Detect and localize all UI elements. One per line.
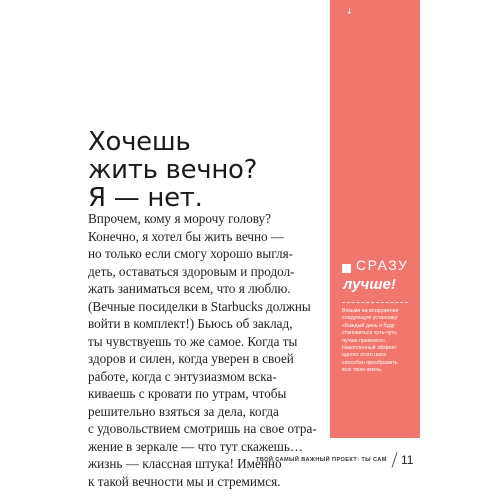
body-line: ты чувствуешь то же самое. Когда ты [88,333,298,349]
note-line: Возьми на вооружение [342,308,399,314]
note-line: лучше прежнего». [342,337,387,344]
body-line: Впрочем, кому я морочу голову? [88,211,272,226]
note-line: Накопленный эффект [342,345,397,352]
body-line: с удовольствием смотришь на свое отра- [88,421,317,436]
heading-line: жить вечно? [88,155,258,185]
body-line: киваешь с кровати по утрам, чтобы [88,386,287,401]
sidebar-divider [342,302,408,303]
body-line: решительно взяться за дела, когда [88,403,279,419]
chapter-heading [88,128,328,212]
body-line: работе, когда с энтузиазмом вска- [88,368,277,384]
note-line: «Каждый день я буду [342,322,395,329]
note-line: одного этого шага [342,352,387,359]
body-line: деть, оставаться здоровым и продол- [88,263,295,279]
running-footer: ТВОЙ САМЫЙ ВАЖНЫЙ ПРОЕКТ: ТЫ САМ [256,457,387,463]
body-line: войти в комплект!) Бьюсь об заклад, [88,316,293,331]
body-line: Конечно, я хотел бы жить вечно — [88,228,285,244]
note-line: следующую установку: [342,315,399,322]
body-line: жизнь — классная штука! Именно [88,456,282,471]
note-line: всю твою жизнь. [342,367,383,374]
arrow-down-icon: ↓ [346,7,353,16]
footer-divider [392,452,398,468]
body-line: здоров и силен, когда уверен в своей [88,351,294,366]
sidebar-panel [330,0,420,438]
body-line: (Вечные посиделки в Starbucks должны [88,298,311,314]
body-line: к такой вечности мы и стремимся. [88,473,281,489]
square-icon [342,264,351,273]
sidebar-kicker: СРАЗУ [356,257,409,273]
sidebar-kicker-bold: лучше! [343,276,396,293]
sidebar-note [342,308,416,375]
body-line: жение в зеркале — что тут скажешь… [88,438,304,454]
note-line: становиться чуть-чуть [342,330,397,337]
heading-line: Хочешь [88,127,191,157]
body-paragraph [88,210,338,490]
note-line: способен преобразить [342,359,398,366]
body-line: но только если смогу хорошо выгля- [88,246,294,261]
heading-line: Я — нет. [88,183,203,213]
page-number: 11 [401,453,414,467]
body-line: жать заниматься всем, что я люблю. [88,281,291,296]
